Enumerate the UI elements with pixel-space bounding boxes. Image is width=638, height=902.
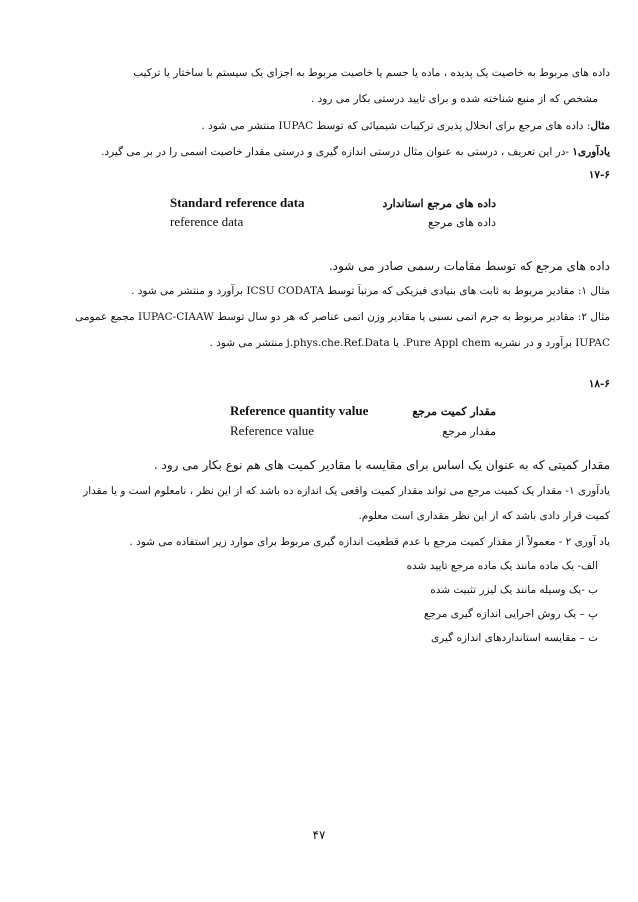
example-2-17-line-1: مثال ۲: مقادیر مربوط به جرم اتمی نسبی یا مقادیر وزن اتمی عناصر که هر دو سال توسط IUPAC-CIAAW مجمع عمومی [75,311,610,323]
list-item-c: پ – یک روش اجرایی اندازه گیری مرجع [423,608,598,620]
definition-17: داده های مرجع که توسط مقامات رسمی صادر می شود. [328,259,610,273]
section-number-18: ۱۸-۶ [588,378,610,390]
alt-term-en-17: reference data [170,214,244,229]
intro-note [28,145,610,159]
list-item-d: ت – مقایسه استانداردهای اندازه گیری [430,632,598,644]
term-fa-18: مقدار کمیت مرجع [412,405,496,418]
alt-term-en-18: Reference value [230,423,315,438]
example-1-17: مثال ۱: مقادیر مربوط به ثابت های بنیادی فیزیکی که مرتباً توسط ICSU CODATA برآورد و منتشر می شود . [131,285,610,297]
definition-18: مقدار کمیتی که به عنوان یک اساس برای مقایسه با مقادیر کمیت های هم نوع بکار می رود . [153,458,610,472]
intro-example [28,119,610,133]
term-en-18: Reference quantity value [230,403,369,418]
intro-line-1: داده های مربوط به خاصیت یک پدیده ، ماده یا جسم یا خاصیت مربوط به اجزای یک سیستم با ساختار یا ترکیب [133,67,610,79]
note-label: یادآوری۱ [572,146,610,158]
example-text: : داده های مرجع برای انحلال پذیری ترکیبات شیمیائی که توسط IUPAC منتشر می شود . [201,120,591,132]
note-2-18: یاد آوری ۲ - معمولاً از مقدار کمیت مرجع با عدم قطعیت اندازه گیری مربوط برای موارد زیر استفاده می شود . [129,536,610,548]
alt-term-fa-17: داده های مرجع [428,216,496,229]
list-item-a: الف- یک ماده مانند یک ماده مرجع تایید شده [406,560,598,572]
note-text: -در این تعریف ، درستی به عنوان مثال درستی اندازه گیری و درستی مقدار خاصیت اسمی را در بر می گیرد. [101,146,573,158]
term-en-17: Standard reference data [170,195,305,210]
list-item-b: ب -یک وسیله مانند یک لیزر تثبیت شده [430,584,598,596]
note-1-18-line-1: یادآوری ۱- مقدار یک کمیت مرجع می تواند مقدار کمیت واقعی یک اندازه ده باشد که از این نظر ، نامعلوم است و یا مقدار [83,485,610,497]
page-number: ۴۷ [312,828,326,842]
example-2-17-line-2: IUPAC برآورد و در نشریه Pure Appl chem. یا j.phys.che.Ref.Data منتشر می شود . [209,337,610,349]
section-number-17: ۱۷-۶ [588,169,610,181]
example-label: مثال [590,120,610,132]
alt-term-fa-18: مقدار مرجع [442,425,496,438]
term-fa-17: داده های مرجع استاندارد [382,197,496,210]
intro-line-2: مشخص که از منبع شناخته شده و برای تایید درستی بکار می رود . [310,93,598,105]
note-1-18-line-2: کمیت قرار دادی باشد که از این نظر مقداری است معلوم. [358,510,610,522]
